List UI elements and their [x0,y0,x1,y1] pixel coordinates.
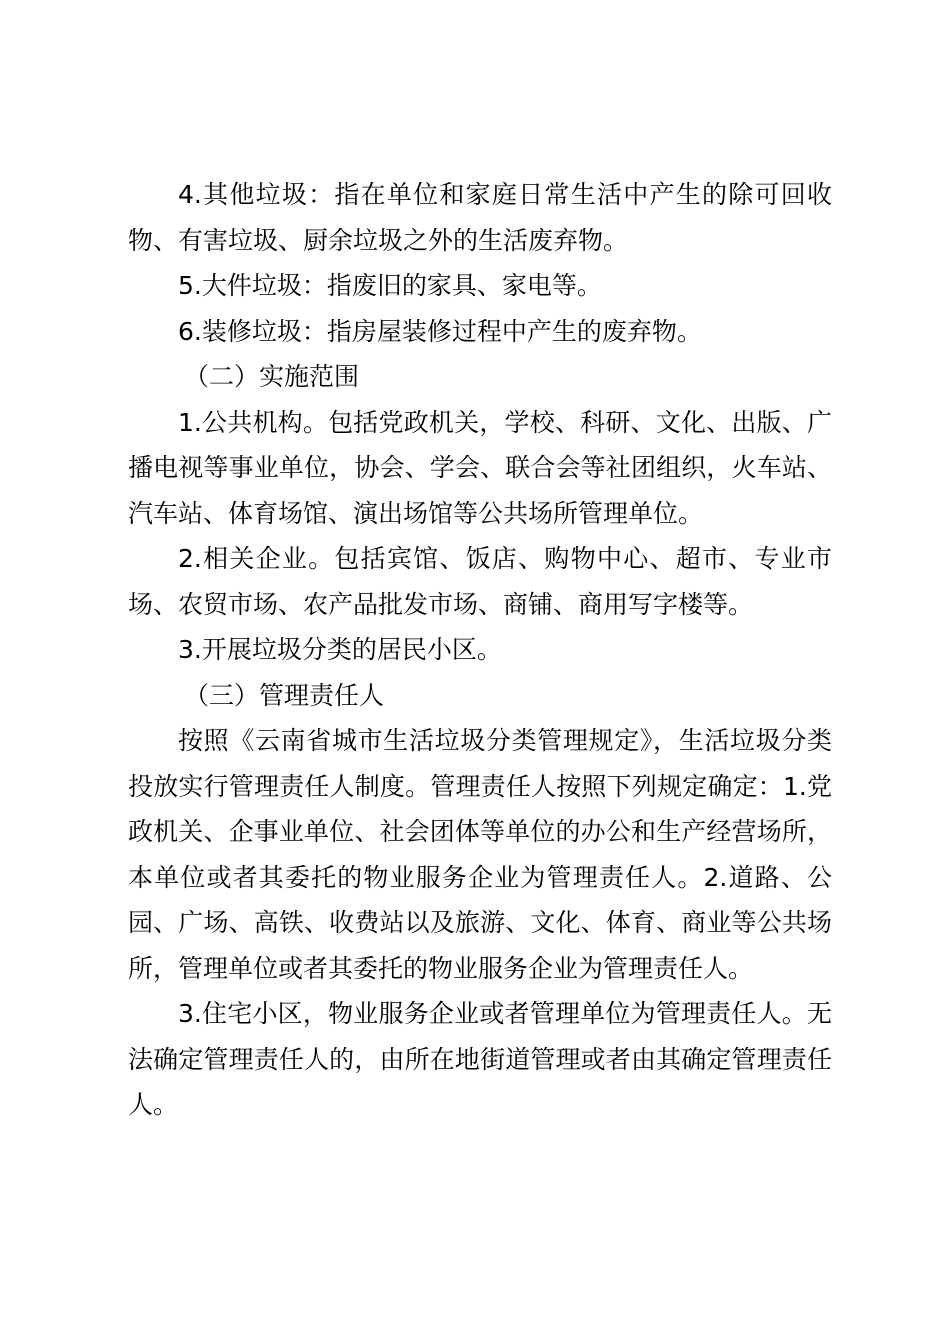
section-heading-scope: （二）实施范围 [184,362,360,391]
paragraph-other-waste: 4.其他垃圾：指在单位和家庭日常生活中产生的除可回收物、有害垃圾、厨余垃圾之外的生活废弃物。 [128,180,832,255]
paragraph-public-institutions: 1.公共机构。包括党政机关，学校、科研、文化、出版、广播电视等事业单位，协会、学会、联合会等社团组织，火车站、汽车站、体育场馆、演出场馆等公共场所管理单位。 [128,407,832,528]
document-body [128,172,832,1128]
paragraph-residential-communities: 3.开展垃圾分类的居民小区。 [178,635,502,664]
paragraph-responsibility-rules: 按照《云南省城市生活垃圾分类管理规定》，生活垃圾分类投放实行管理责任人制度。管理责任人按照下列规定确定：1.党政机关、企事业单位、社会团体等单位的办公和生产经营场所，本单位或者其委托的物业服务企业为管理责任人。2.道路、公园、广场、高铁、收费站以及旅游、文化、体育、商业等公共场所，管理单位或者其委托的物业服务企业为管理责任人。 [128,726,832,983]
section-heading-responsible-person: （三）管理责任人 [184,680,385,710]
paragraph-related-enterprises: 2.相关企业。包括宾馆、饭店、购物中心、超市、专业市场、农贸市场、农产品批发市场、商铺、商用写字楼等。 [128,544,832,619]
paragraph-bulky-waste: 5.大件垃圾：指废旧的家具、家电等。 [178,271,602,300]
paragraph-renovation-waste: 6.装修垃圾：指房屋装修过程中产生的废弃物。 [178,316,702,346]
paragraph-residential-responsibility: 3.住宅小区，物业服务企业或者管理单位为管理责任人。无法确定管理责任人的，由所在地街道管理或者由其确定管理责任人。 [128,999,832,1119]
